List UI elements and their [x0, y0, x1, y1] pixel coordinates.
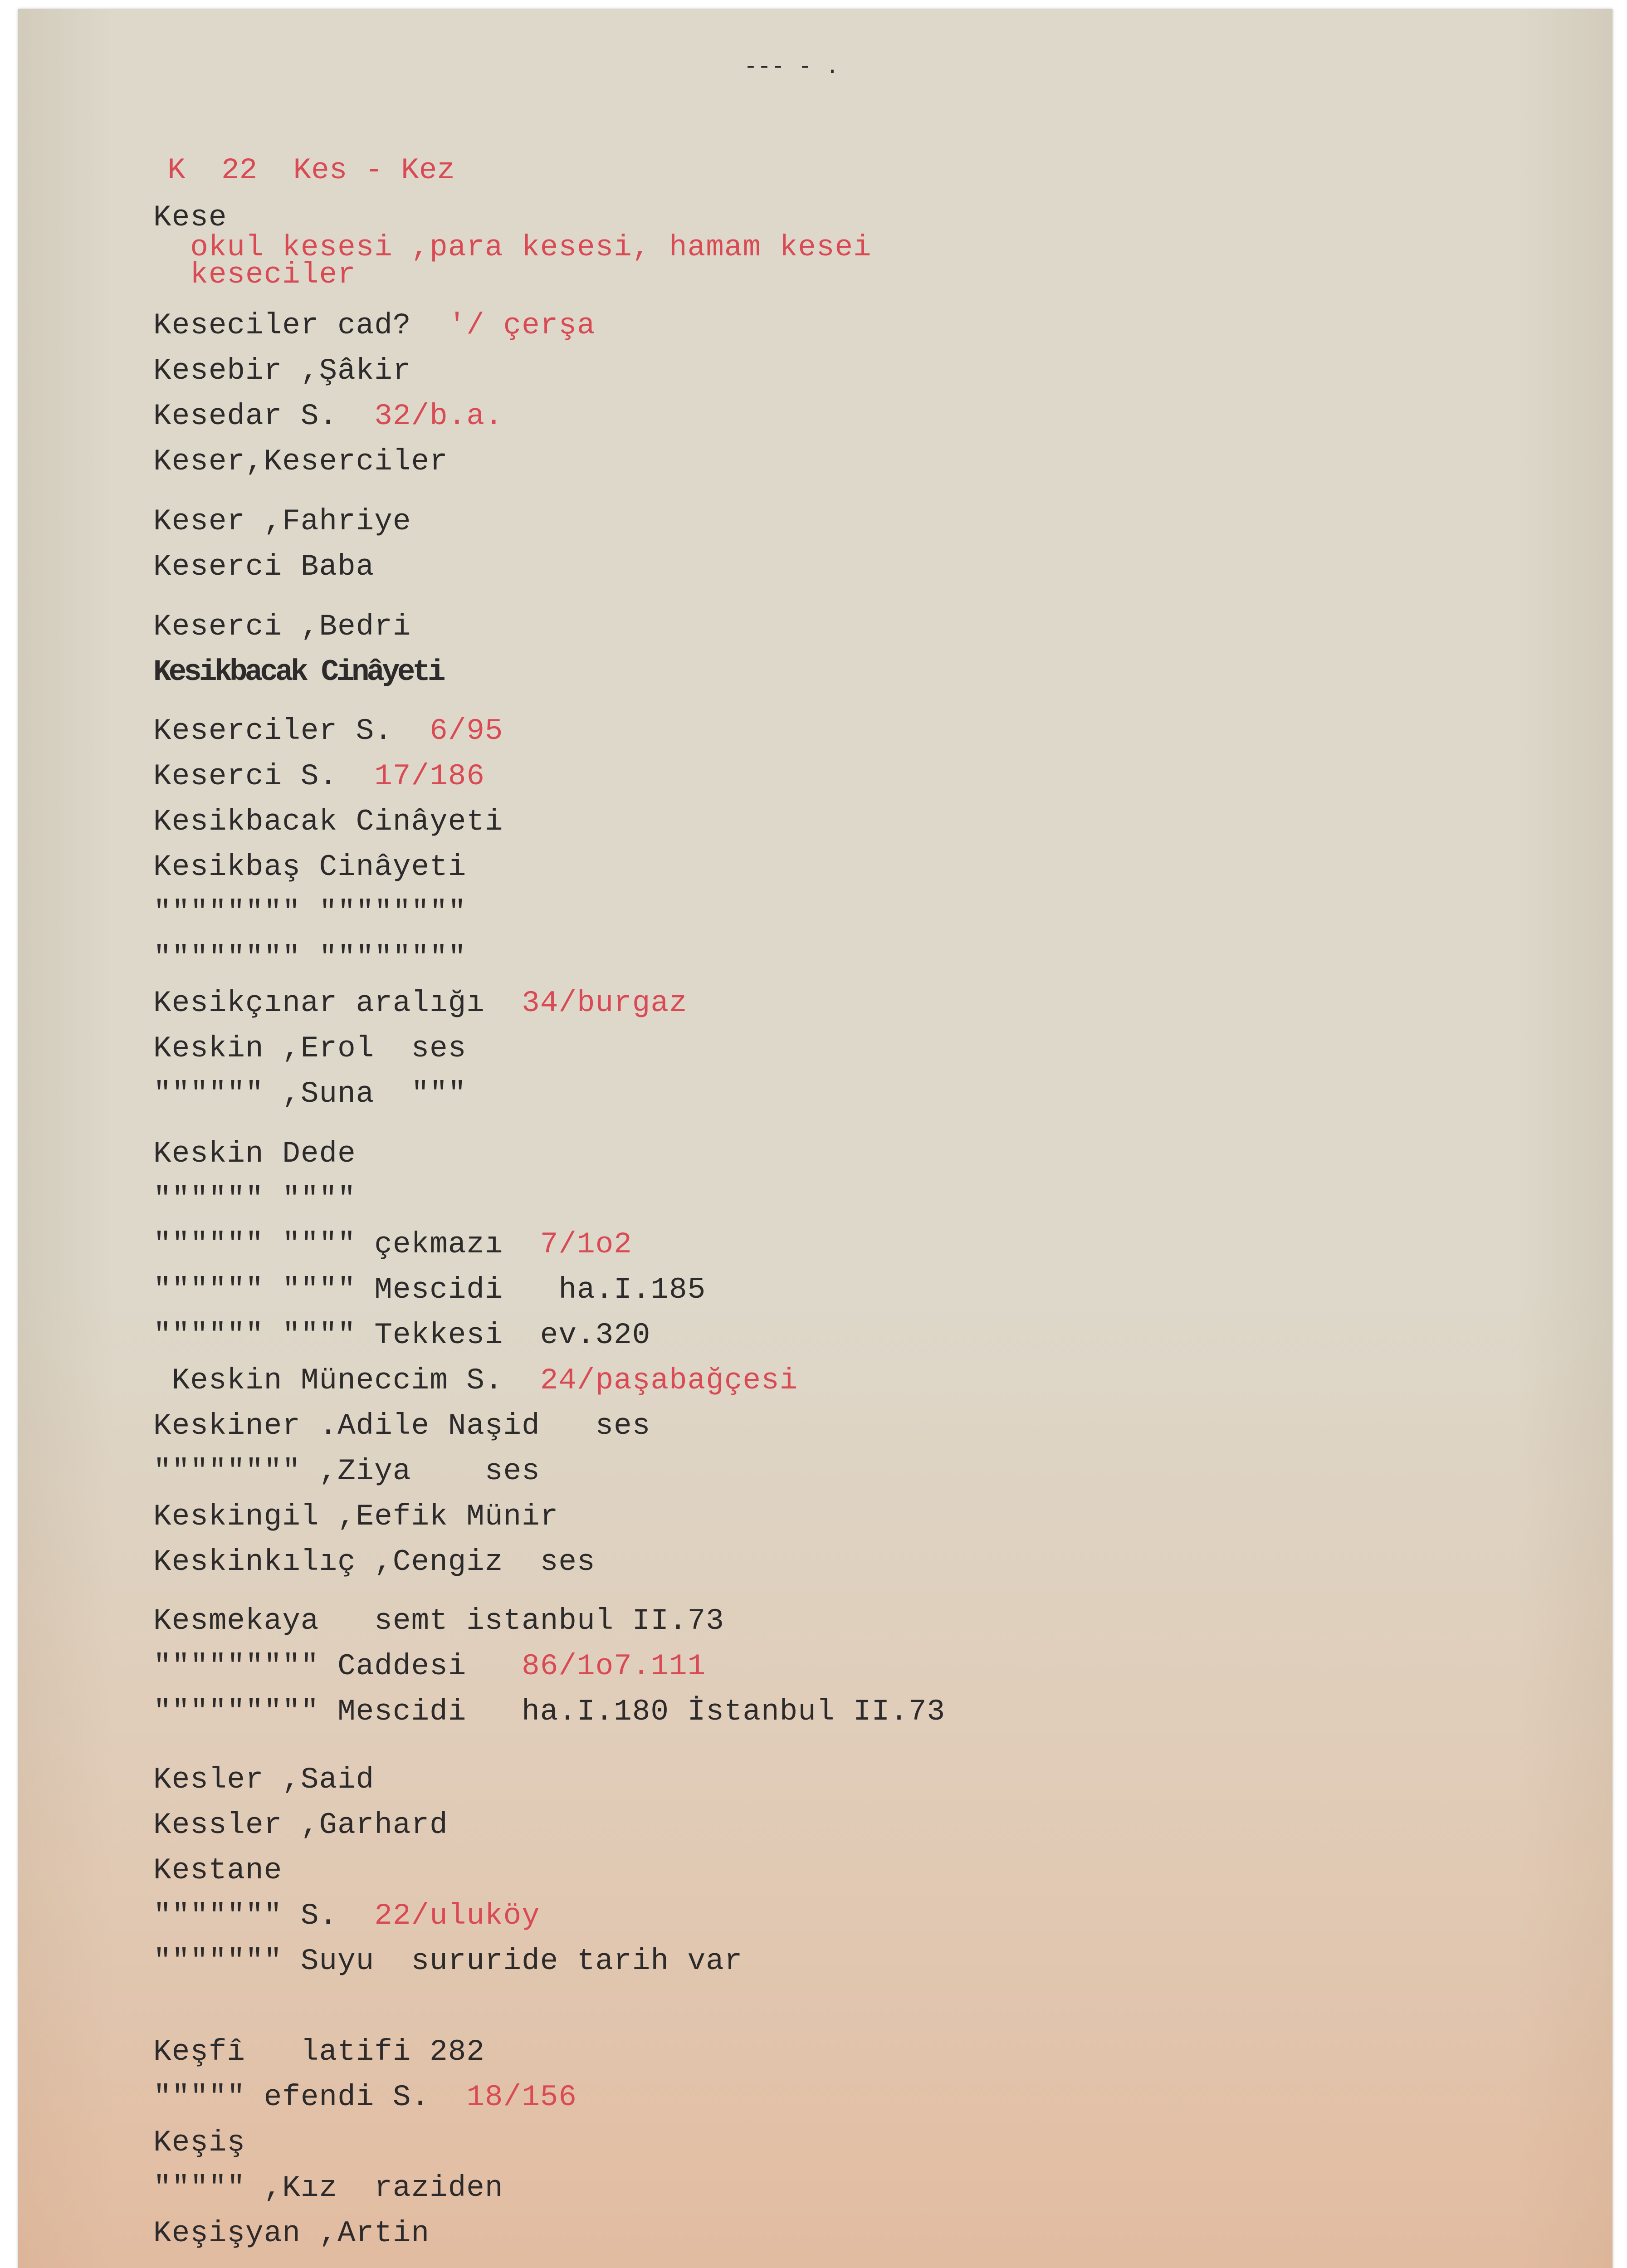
entry-line: [153, 654, 443, 690]
entry-text: Keşişyan ,Artin: [153, 2216, 430, 2250]
entry-line: [153, 1076, 466, 1112]
entry-line: [153, 2034, 485, 2070]
entry-line: [153, 1317, 650, 1354]
entry-line: [153, 308, 596, 344]
entry-line: [153, 444, 448, 480]
entry-text: """""""" """""""": [153, 941, 467, 975]
entry-text: Kese: [153, 200, 227, 235]
card-header: [132, 116, 455, 189]
entry-text: Keskingil ,Eefik Münir: [153, 1500, 559, 1534]
entry-text: Kesikbacak Cinâyeti: [153, 805, 503, 839]
entry-reference: 17/186: [374, 759, 485, 793]
entry-text: Keser ,Fahriye: [153, 504, 411, 538]
entry-text: """""" ,Suna """: [153, 1077, 467, 1111]
entry-line: [153, 2125, 245, 2161]
entry-text: """"" efendi S.: [153, 2080, 467, 2114]
entry-text: Keserci S.: [153, 759, 375, 793]
entry-reference: 22/uluköy: [374, 1899, 540, 1933]
entry-text: Keşfî latifi 282: [153, 2035, 485, 2069]
entry-text: Kessler ,Garhard: [153, 1808, 448, 1842]
entry-text: """""""" """""""": [153, 895, 467, 929]
entry-line: [153, 1853, 282, 1889]
entry-text: """""" """" çekmazı: [153, 1227, 540, 1261]
entry-line: [153, 1603, 724, 1639]
entry-reference: 34/burgaz: [522, 986, 688, 1020]
entry-reference: 24/paşabağçesi: [540, 1364, 798, 1398]
entry-line: [153, 849, 466, 885]
entry-line: [153, 549, 374, 585]
entry-line: [153, 1227, 632, 1263]
entry-text: [153, 258, 190, 292]
entry-text: Keskinkılıç ,Cengiz ses: [153, 1545, 596, 1579]
entry-text: Keskiner .Adile Naşid ses: [153, 1409, 651, 1443]
entry-line: [153, 1807, 448, 1843]
entry-reference: '/ çerşa: [448, 308, 596, 342]
entry-text: """""" """": [153, 1182, 356, 1216]
entry-line: [153, 353, 411, 389]
top-mark: --- - .: [744, 54, 840, 80]
entry-line: [153, 503, 411, 540]
entry-text: Kesler ,Said: [153, 1763, 375, 1797]
entry-text: """"""" Suyu sururide tarih var: [153, 1944, 743, 1978]
entry-line: [153, 1408, 650, 1444]
entry-line: [153, 1898, 540, 1934]
entry-reference: 7/1o2: [540, 1227, 632, 1261]
entry-line: [153, 758, 485, 795]
entry-text: Keseciler cad?: [153, 308, 448, 342]
entry-text: """""""" ,Ziya ses: [153, 1454, 540, 1488]
entry-text: Keskin Dede: [153, 1137, 356, 1171]
entry-text: Kesedar S.: [153, 399, 375, 433]
entry-line: [153, 1943, 743, 1980]
entry-line: [153, 609, 411, 645]
entry-line: [153, 1136, 356, 1172]
entry-line: [153, 1648, 706, 1685]
entry-text: Kesikbacak Cinâyeti: [153, 655, 443, 689]
entry-text: """"""""" Mescidi ha.I.180 İstanbul II.73: [153, 1695, 946, 1729]
entry-line: [153, 1453, 540, 1490]
entry-text: Kesmekaya semt istanbul II.73: [153, 1604, 724, 1638]
entry-text: """""" """" Mescidi ha.I.185: [153, 1273, 706, 1307]
entry-line: [153, 1272, 706, 1308]
entry-text: Keser,Keserciler: [153, 445, 448, 479]
entry-line: [153, 257, 356, 293]
entry-line: [153, 804, 503, 840]
entry-reference: keseciler: [190, 258, 356, 292]
entry-line: [153, 1544, 596, 1580]
entry-text: Keserciler S.: [153, 714, 430, 748]
header-letter: K: [167, 153, 186, 187]
entry-line: [153, 398, 503, 435]
entry-text: Keşiş: [153, 2126, 246, 2160]
entry-line: [153, 985, 688, 1022]
entry-text: Keskin Müneccim S.: [153, 1364, 540, 1398]
entry-line: [153, 2170, 503, 2206]
entry-reference: 86/1o7.111: [522, 1649, 706, 1683]
entry-line: [153, 1363, 798, 1399]
entry-line: [153, 1762, 374, 1798]
entry-line: [153, 1694, 945, 1730]
header-range: Kes - Kez: [293, 153, 455, 187]
entry-line: [153, 1181, 356, 1217]
entry-text: """""" """" Tekkesi ev.320: [153, 1318, 651, 1352]
entry-line: [153, 1499, 558, 1535]
entry-text: Keserci ,Bedri: [153, 610, 411, 644]
entry-reference: 18/156: [466, 2080, 577, 2114]
entry-text: """"""""" Caddesi: [153, 1649, 522, 1683]
entry-reference: 6/95: [430, 714, 503, 748]
entry-line: [153, 2079, 577, 2116]
entry-text: Kestane: [153, 1853, 283, 1887]
entry-text: """"""" S.: [153, 1899, 375, 1933]
entry-text: Kesebir ,Şâkir: [153, 354, 411, 388]
entry-line: [153, 1031, 466, 1067]
entry-text: Kesikbaş Cinâyeti: [153, 850, 467, 884]
entry-reference: okul kesesi ,para kesesi, hamam kesei: [190, 230, 872, 264]
entry-reference: 32/b.a.: [374, 399, 503, 433]
entry-text: Keserci Baba: [153, 550, 375, 584]
entry-line: [153, 713, 503, 749]
entry-text: Keskin ,Erol ses: [153, 1031, 467, 1066]
entry-line: [153, 894, 466, 931]
entry-line: [153, 940, 466, 976]
entry-text: Kesikçınar aralığı: [153, 986, 522, 1020]
header-number: 22: [221, 153, 258, 187]
entry-text: """"" ,Kız raziden: [153, 2171, 503, 2205]
entry-line: [153, 2215, 430, 2252]
